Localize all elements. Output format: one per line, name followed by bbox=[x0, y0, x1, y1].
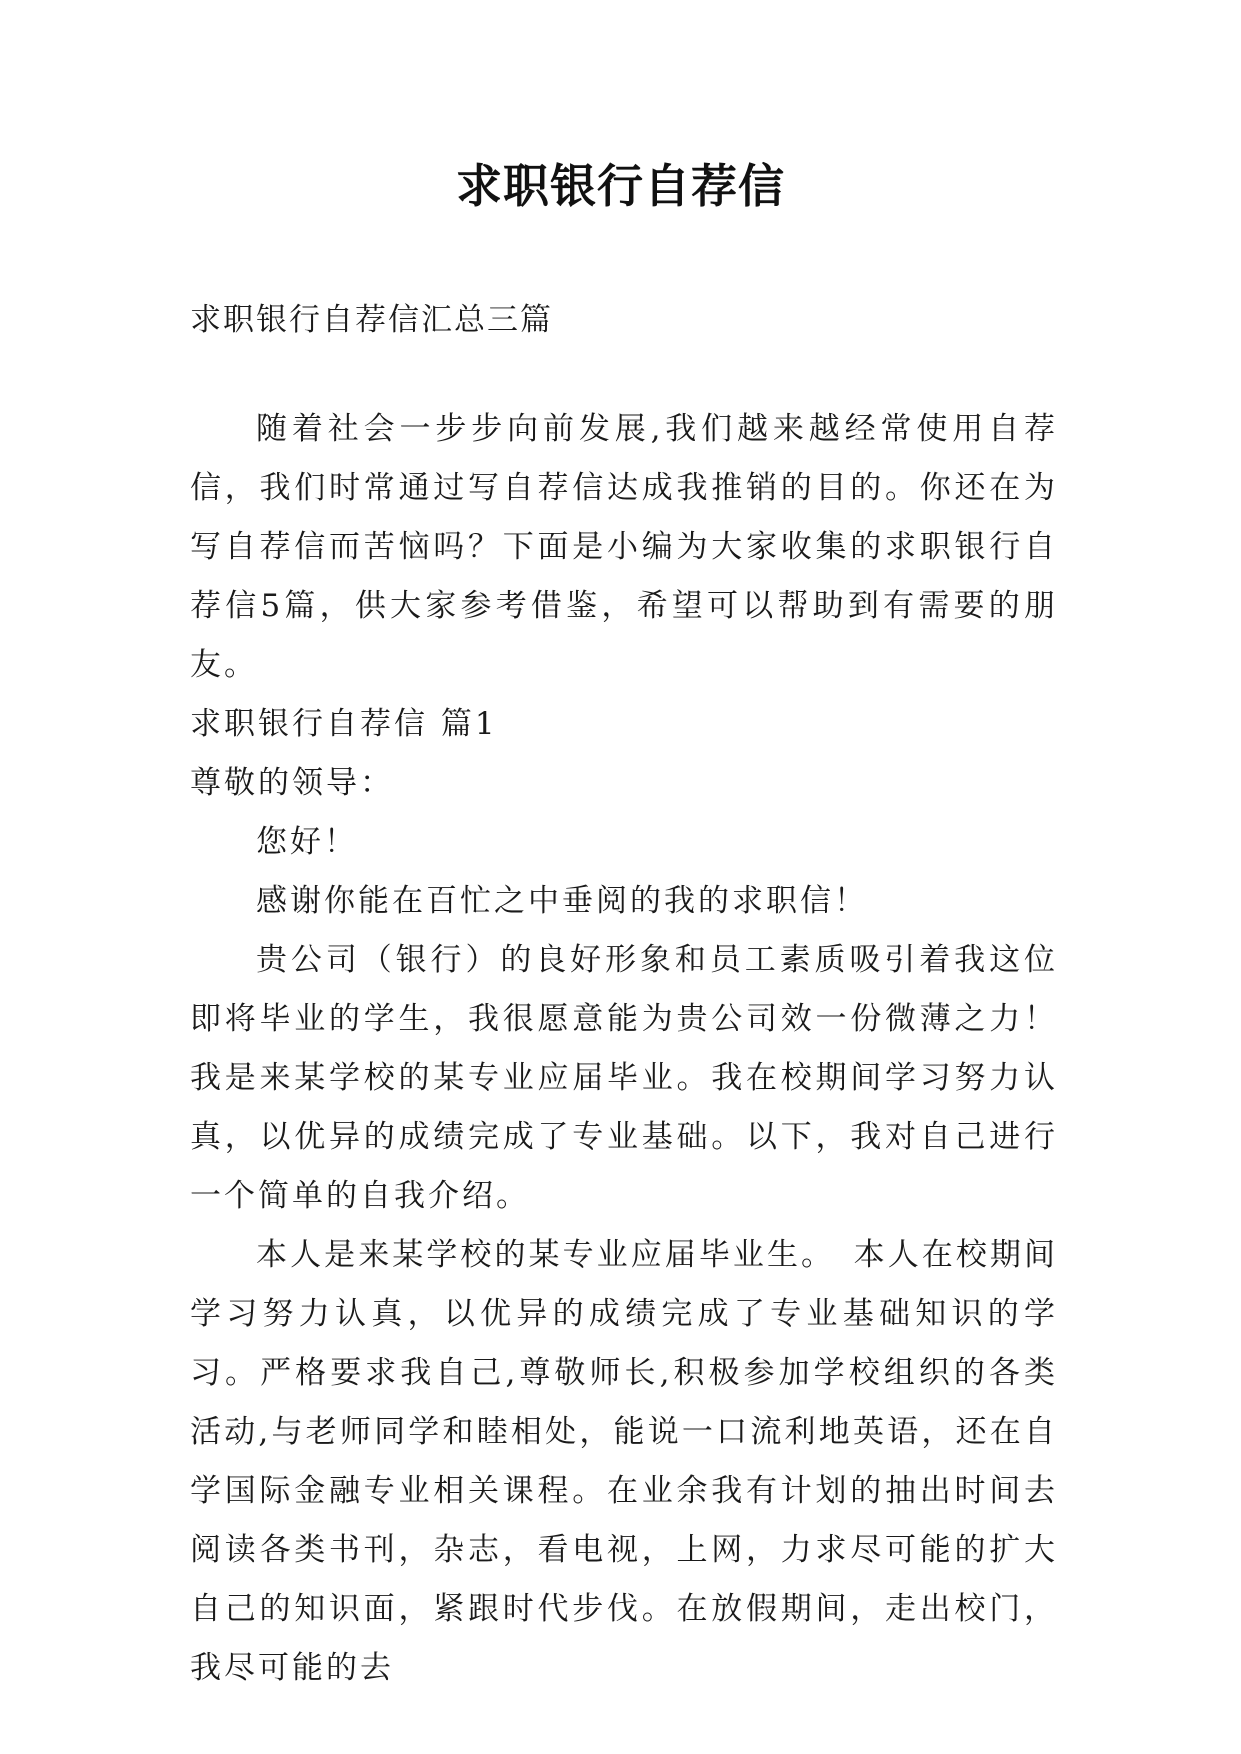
document-title: 求职银行自荐信 bbox=[456, 159, 785, 213]
intro-paragraph: 随着社会一步步向前发展,我们越来越经常使用自荐信，我们时常通过写自荐信达成我推销的目的。你还在为写自荐信而苦恼吗？下面是小编为大家收集的求职银行自荐信5篇，供大家参考借鉴，希望可以帮助到有需要的朋友。 bbox=[190, 411, 1058, 683]
thanks-paragraph: 感谢你能在百忙之中垂阅的我的求职信！ bbox=[256, 883, 868, 919]
body-paragraph: 本人是来某学校的某专业应届毕业生。 本人在校期间学习努力认真，以优异的成绩完成了专业基础知识的学习。严格要求我自己,尊敬师长,积极参加学校组织的各类活动,与老师同学和睦相处，能说一口流利地英语，还在自学国际金融专业相关课程。在业余我有计划的抽出时间去阅读各类书刊，杂志，看电视，上网，力求尽可能的扩大自己的知识面，紧跟时代步伐。在放假期间，走出校门，我尽可能的去 bbox=[190, 1237, 1058, 1686]
section-heading: 求职银行自荐信 篇1 bbox=[190, 706, 498, 742]
document-body bbox=[190, 400, 1058, 1698]
greeting: 您好！ bbox=[256, 824, 358, 860]
body-paragraph: 贵公司（银行）的良好形象和员工素质吸引着我这位即将毕业的学生，我很愿意能为贵公司效一份微薄之力！我是来某学校的某专业应届毕业。我在校期间学习努力认真，以优异的成绩完成了专业基础。以下，我对自己进行一个简单的自我介绍。 bbox=[190, 942, 1058, 1214]
document-subtitle: 求职银行自荐信汇总三篇 bbox=[190, 302, 553, 338]
salutation: 尊敬的领导： bbox=[190, 765, 394, 801]
